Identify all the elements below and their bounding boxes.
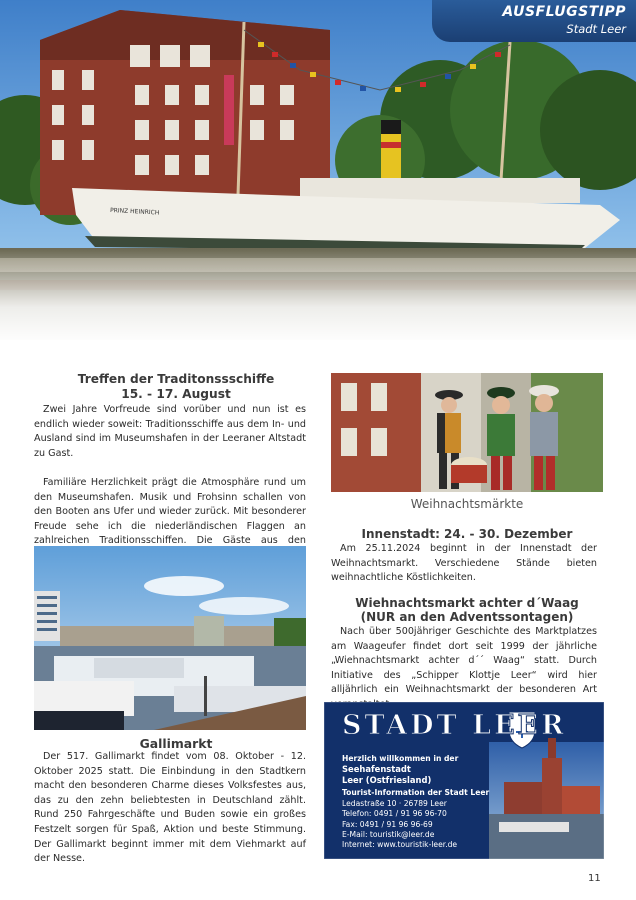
ship-name-label: PRINZ HEINRICH xyxy=(109,207,160,217)
treffen-heading xyxy=(34,372,318,402)
costume-illustration xyxy=(331,373,603,492)
gallimarkt-text xyxy=(34,750,306,867)
ad-text xyxy=(342,754,502,851)
tag-subtitle: Stadt Leer xyxy=(566,22,626,36)
ad-org: Tourist-Information der Stadt Leer xyxy=(342,788,490,798)
ad-city-line2: Leer (Ostfriesland) xyxy=(342,775,432,786)
waag-title: Wiehnachtsmarkt achter d´Waag xyxy=(355,596,579,610)
page-number: 11 xyxy=(588,873,601,884)
gallimarkt-paragraph-1: Der 517. Gallimarkt findet vom 08. Oktober - 12. Oktober 2025 statt. Die Einbindung in den Stadtkern macht den besonderen Charme dieses Volksfestes aus, das zu den zehn beliebtesten in Deutschland zählt. Rund 250 Fahrgeschäfte und Buden sowie ein großes Festzelt sorgen für Spaß, Aktion und beste Stimmung. Der Gallimarkt beginnt immer mit dem Viehmarkt auf der Nesse. xyxy=(34,751,306,865)
hero-photo xyxy=(0,0,636,340)
waag-subtitle: (NUR an den Adventssontagen) xyxy=(360,610,574,624)
ad-fax: Fax: 0491 / 91 96 96-69 xyxy=(342,819,433,829)
harbor-photo xyxy=(34,546,306,730)
weihnacht-heading xyxy=(331,497,603,512)
weihnacht-paragraph-1: Am 25.11.2024 beginnt in der Innenstadt der Weihnachtsmarkt. Verschiedene Stände bieten weihnachtliche Köstlichkeiten. xyxy=(331,543,597,584)
waag-text xyxy=(331,625,597,713)
ad-web[interactable]: Internet: www.touristik-leer.de xyxy=(342,840,458,850)
treffen-paragraph-1: Zwei Jahre Vorfreude sind vorüber und nun ist es endlich wieder soweit: Traditionsschiffe aus dem In- und Ausland sind im Museumshafen in der Leeraner Altstadt zu Gast. xyxy=(34,404,306,459)
treffen-paragraph-2: Familiäre Herzlichkeit prägt die Atmosphäre rund um den Museumshafen. Musik und Frohsinn schallen von den Booten ans Ufer und wieder zurück. Mit besonderer Freude sehe ich die niederländischen Flaggen an zahlreichen Traditionsschiffen. Die Gäste aus den xyxy=(34,476,306,547)
treffen-title: Treffen der Traditonssschiffe xyxy=(77,372,275,386)
treffen-date: 15. - 17. August xyxy=(121,387,231,401)
ausflugstipp-tag xyxy=(432,0,636,42)
harbor-illustration xyxy=(34,546,306,730)
ad-welcome: Herzlich willkommen in der xyxy=(342,754,459,763)
ad-email[interactable]: E-Mail: touristik@leer.de xyxy=(342,830,435,840)
weihnacht-text xyxy=(331,542,597,586)
gallimarkt-heading xyxy=(34,736,318,751)
waag-paragraph-1: Nach über 500jähriger Geschichte des Marktplatzes am Waageufer findet dort seit 1999 der jährliche „Wiehnachtsmarkt achter d´´ Waag“ statt. Durch Initiative des „Schipper Klottje Leer“ wird hier alljährlich ein Weihnachtsmarkt der besonderen Art xyxy=(331,626,597,696)
ad-title: STADT LEER xyxy=(342,710,567,741)
stadt-leer-ad xyxy=(324,702,604,859)
weihnacht-subtitle: Innenstadt: 24. - 30. Dezember xyxy=(361,527,573,541)
gallimarkt-title: Gallimarkt xyxy=(139,736,213,751)
ad-city-line1: Seehafenstadt xyxy=(342,764,411,775)
hero-fade xyxy=(0,250,636,340)
weihnacht-title: Weihnachtsmärkte xyxy=(410,497,524,511)
costume-photo xyxy=(331,373,603,492)
tag-title: AUSFLUGSTIPP xyxy=(502,4,626,20)
weihnacht-subheading xyxy=(331,527,603,542)
ad-street: Ledastraße 10 · 26789 Leer xyxy=(342,798,447,808)
ad-phone: Telefon: 0491 / 91 96 96-70 xyxy=(342,809,447,819)
waag-heading xyxy=(331,596,603,624)
